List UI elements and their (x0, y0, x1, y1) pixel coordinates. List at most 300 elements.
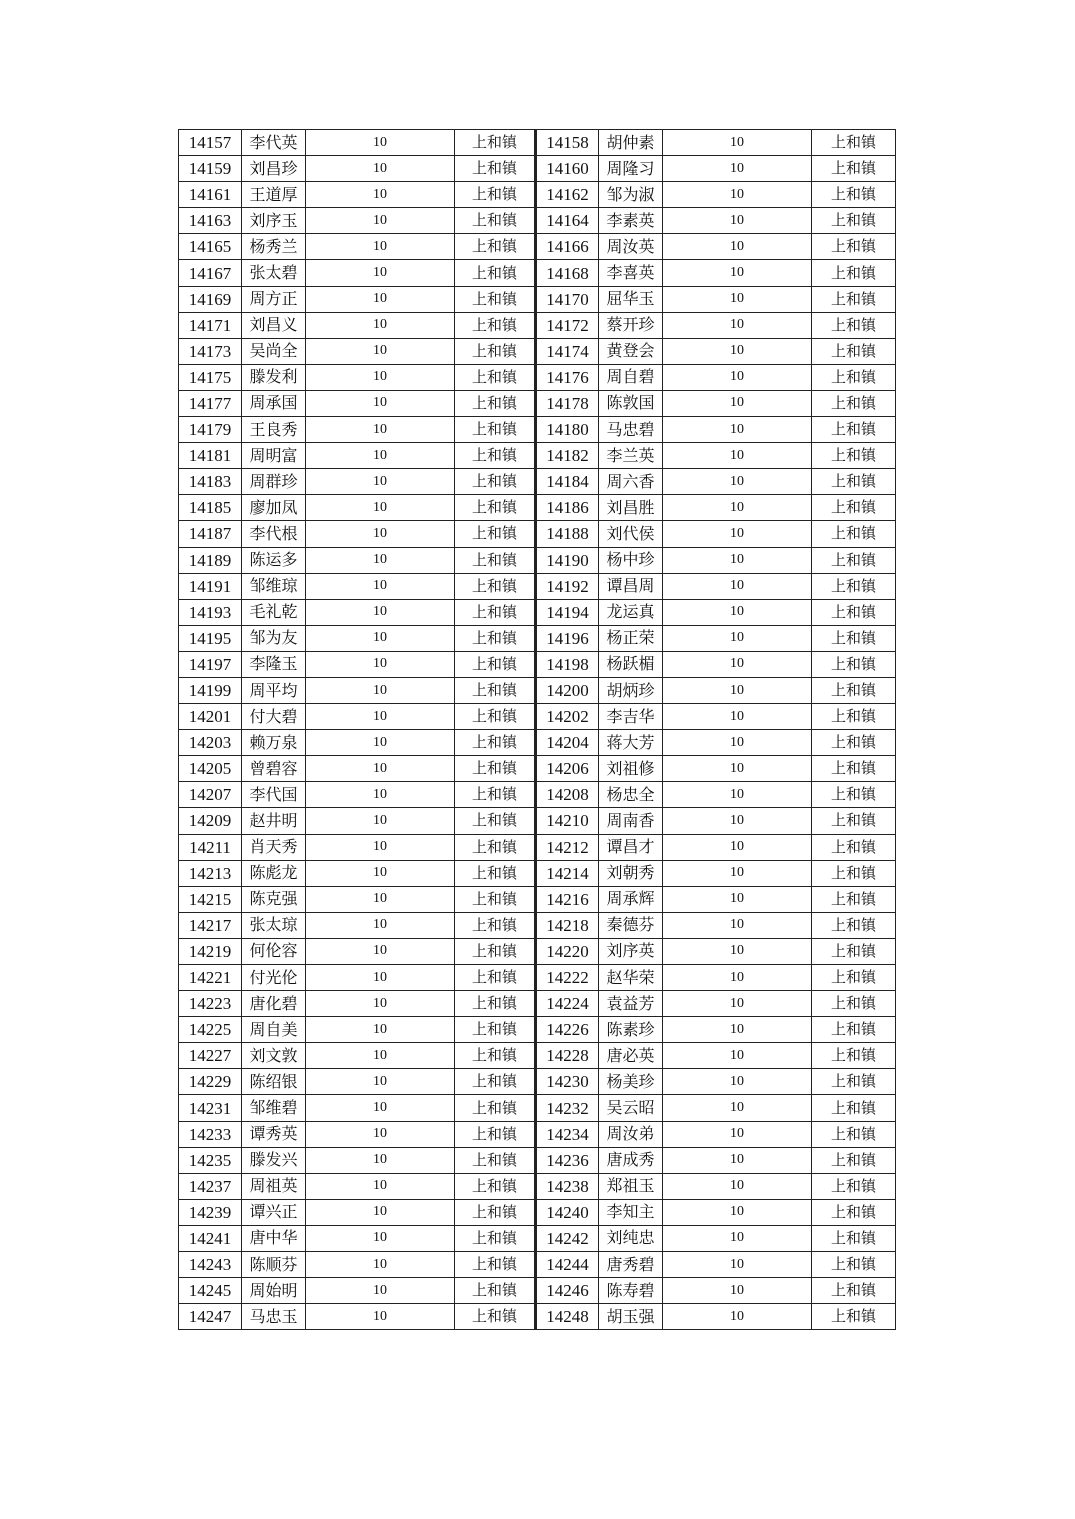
right-person-name-cell: 陈寿碧 (599, 1278, 663, 1304)
left-record-id-cell: 14233 (179, 1121, 242, 1147)
right-amount-cell: 10 (663, 782, 812, 808)
right-record-id-cell: 14180 (536, 417, 599, 443)
right-person-name-cell: 秦德芬 (599, 912, 663, 938)
left-person-name-cell: 刘昌义 (242, 312, 306, 338)
left-town-name-cell: 上和镇 (455, 573, 536, 599)
left-record-id-cell: 14195 (179, 625, 242, 651)
right-amount-cell: 10 (663, 808, 812, 834)
right-town-name-cell: 上和镇 (812, 1278, 896, 1304)
right-town-name-cell: 上和镇 (812, 782, 896, 808)
right-record-id-cell: 14162 (536, 182, 599, 208)
right-person-name-cell: 杨忠全 (599, 782, 663, 808)
right-record-id-cell: 14166 (536, 234, 599, 260)
left-person-name-cell: 何伦容 (242, 938, 306, 964)
left-town-name-cell: 上和镇 (455, 1173, 536, 1199)
left-record-id-cell: 14201 (179, 704, 242, 730)
left-amount-cell: 10 (306, 651, 455, 677)
left-person-name-cell: 赖万泉 (242, 730, 306, 756)
left-record-id-cell: 14221 (179, 965, 242, 991)
left-amount-cell: 10 (306, 860, 455, 886)
right-record-id-cell: 14242 (536, 1225, 599, 1251)
left-person-name-cell: 唐中华 (242, 1225, 306, 1251)
left-town-name-cell: 上和镇 (455, 1069, 536, 1095)
left-record-id-cell: 14159 (179, 156, 242, 182)
left-person-name-cell: 陈运多 (242, 547, 306, 573)
left-amount-cell: 10 (306, 156, 455, 182)
right-amount-cell: 10 (663, 965, 812, 991)
left-town-name-cell: 上和镇 (455, 1017, 536, 1043)
left-record-id-cell: 14235 (179, 1147, 242, 1173)
left-amount-cell: 10 (306, 782, 455, 808)
left-person-name-cell: 滕发兴 (242, 1147, 306, 1173)
right-person-name-cell: 陈敦国 (599, 390, 663, 416)
table-row (179, 1199, 896, 1225)
left-amount-cell: 10 (306, 677, 455, 703)
right-record-id-cell: 14176 (536, 364, 599, 390)
table-row (179, 756, 896, 782)
right-town-name-cell: 上和镇 (812, 1121, 896, 1147)
right-person-name-cell: 周承辉 (599, 886, 663, 912)
left-town-name-cell: 上和镇 (455, 156, 536, 182)
right-town-name-cell: 上和镇 (812, 1095, 896, 1121)
left-person-name-cell: 刘昌珍 (242, 156, 306, 182)
right-person-name-cell: 屈华玉 (599, 286, 663, 312)
left-amount-cell: 10 (306, 208, 455, 234)
right-amount-cell: 10 (663, 886, 812, 912)
right-person-name-cell: 谭昌周 (599, 573, 663, 599)
left-person-name-cell: 邹维碧 (242, 1095, 306, 1121)
right-record-id-cell: 14204 (536, 730, 599, 756)
right-record-id-cell: 14248 (536, 1304, 599, 1330)
left-person-name-cell: 周祖英 (242, 1173, 306, 1199)
left-amount-cell: 10 (306, 886, 455, 912)
right-amount-cell: 10 (663, 234, 812, 260)
right-record-id-cell: 14226 (536, 1017, 599, 1043)
right-town-name-cell: 上和镇 (812, 860, 896, 886)
right-amount-cell: 10 (663, 1252, 812, 1278)
left-amount-cell: 10 (306, 1225, 455, 1251)
right-record-id-cell: 14238 (536, 1173, 599, 1199)
left-town-name-cell: 上和镇 (455, 130, 536, 156)
left-town-name-cell: 上和镇 (455, 1278, 536, 1304)
left-town-name-cell: 上和镇 (455, 469, 536, 495)
roster-table (178, 129, 896, 1330)
table-row (179, 860, 896, 886)
left-amount-cell: 10 (306, 730, 455, 756)
left-record-id-cell: 14241 (179, 1225, 242, 1251)
table-row (179, 808, 896, 834)
left-record-id-cell: 14237 (179, 1173, 242, 1199)
left-record-id-cell: 14197 (179, 651, 242, 677)
right-record-id-cell: 14158 (536, 130, 599, 156)
left-person-name-cell: 马忠玉 (242, 1304, 306, 1330)
right-record-id-cell: 14212 (536, 834, 599, 860)
right-record-id-cell: 14196 (536, 625, 599, 651)
right-person-name-cell: 龙运真 (599, 599, 663, 625)
left-town-name-cell: 上和镇 (455, 965, 536, 991)
right-town-name-cell: 上和镇 (812, 521, 896, 547)
right-amount-cell: 10 (663, 834, 812, 860)
right-amount-cell: 10 (663, 469, 812, 495)
left-town-name-cell: 上和镇 (455, 938, 536, 964)
right-person-name-cell: 李素英 (599, 208, 663, 234)
right-record-id-cell: 14222 (536, 965, 599, 991)
right-town-name-cell: 上和镇 (812, 834, 896, 860)
right-town-name-cell: 上和镇 (812, 338, 896, 364)
table-row (179, 782, 896, 808)
right-person-name-cell: 马忠碧 (599, 417, 663, 443)
right-amount-cell: 10 (663, 521, 812, 547)
right-amount-cell: 10 (663, 547, 812, 573)
right-town-name-cell: 上和镇 (812, 1225, 896, 1251)
right-amount-cell: 10 (663, 938, 812, 964)
table-row (179, 1252, 896, 1278)
left-record-id-cell: 14157 (179, 130, 242, 156)
left-record-id-cell: 14207 (179, 782, 242, 808)
right-amount-cell: 10 (663, 156, 812, 182)
left-person-name-cell: 王道厚 (242, 182, 306, 208)
right-amount-cell: 10 (663, 130, 812, 156)
table-row (179, 651, 896, 677)
right-record-id-cell: 14244 (536, 1252, 599, 1278)
left-person-name-cell: 谭兴正 (242, 1199, 306, 1225)
left-person-name-cell: 李隆玉 (242, 651, 306, 677)
table-row (179, 1225, 896, 1251)
right-record-id-cell: 14208 (536, 782, 599, 808)
left-amount-cell: 10 (306, 547, 455, 573)
right-town-name-cell: 上和镇 (812, 1017, 896, 1043)
left-amount-cell: 10 (306, 1173, 455, 1199)
left-person-name-cell: 毛礼乾 (242, 599, 306, 625)
right-amount-cell: 10 (663, 1069, 812, 1095)
left-person-name-cell: 李代国 (242, 782, 306, 808)
right-town-name-cell: 上和镇 (812, 417, 896, 443)
left-town-name-cell: 上和镇 (455, 599, 536, 625)
table-row (179, 521, 896, 547)
left-town-name-cell: 上和镇 (455, 1225, 536, 1251)
left-record-id-cell: 14223 (179, 991, 242, 1017)
right-person-name-cell: 周自碧 (599, 364, 663, 390)
left-town-name-cell: 上和镇 (455, 547, 536, 573)
right-town-name-cell: 上和镇 (812, 312, 896, 338)
left-town-name-cell: 上和镇 (455, 208, 536, 234)
left-person-name-cell: 王良秀 (242, 417, 306, 443)
table-row (179, 156, 896, 182)
left-person-name-cell: 唐化碧 (242, 991, 306, 1017)
right-amount-cell: 10 (663, 1095, 812, 1121)
table-row (179, 260, 896, 286)
right-person-name-cell: 刘昌胜 (599, 495, 663, 521)
right-person-name-cell: 胡仲素 (599, 130, 663, 156)
table-row (179, 1278, 896, 1304)
right-town-name-cell: 上和镇 (812, 912, 896, 938)
right-person-name-cell: 邹为淑 (599, 182, 663, 208)
right-record-id-cell: 14240 (536, 1199, 599, 1225)
left-person-name-cell: 赵井明 (242, 808, 306, 834)
right-town-name-cell: 上和镇 (812, 573, 896, 599)
left-town-name-cell: 上和镇 (455, 782, 536, 808)
right-record-id-cell: 14190 (536, 547, 599, 573)
right-person-name-cell: 刘纯忠 (599, 1225, 663, 1251)
left-person-name-cell: 周平均 (242, 677, 306, 703)
left-record-id-cell: 14175 (179, 364, 242, 390)
right-town-name-cell: 上和镇 (812, 234, 896, 260)
table-row (179, 704, 896, 730)
left-record-id-cell: 14161 (179, 182, 242, 208)
left-person-name-cell: 李代英 (242, 130, 306, 156)
left-town-name-cell: 上和镇 (455, 1304, 536, 1330)
right-town-name-cell: 上和镇 (812, 1043, 896, 1069)
right-person-name-cell: 刘朝秀 (599, 860, 663, 886)
right-record-id-cell: 14246 (536, 1278, 599, 1304)
right-record-id-cell: 14182 (536, 443, 599, 469)
right-town-name-cell: 上和镇 (812, 547, 896, 573)
right-amount-cell: 10 (663, 338, 812, 364)
right-amount-cell: 10 (663, 912, 812, 938)
right-town-name-cell: 上和镇 (812, 1173, 896, 1199)
right-town-name-cell: 上和镇 (812, 495, 896, 521)
right-amount-cell: 10 (663, 312, 812, 338)
left-amount-cell: 10 (306, 130, 455, 156)
right-person-name-cell: 唐必英 (599, 1043, 663, 1069)
left-amount-cell: 10 (306, 338, 455, 364)
right-person-name-cell: 李喜英 (599, 260, 663, 286)
left-record-id-cell: 14213 (179, 860, 242, 886)
right-record-id-cell: 14194 (536, 599, 599, 625)
table-row (179, 390, 896, 416)
left-town-name-cell: 上和镇 (455, 756, 536, 782)
left-person-name-cell: 陈绍银 (242, 1069, 306, 1095)
right-amount-cell: 10 (663, 1225, 812, 1251)
table-row (179, 1173, 896, 1199)
table-row (179, 547, 896, 573)
left-amount-cell: 10 (306, 1095, 455, 1121)
left-town-name-cell: 上和镇 (455, 364, 536, 390)
right-record-id-cell: 14200 (536, 677, 599, 703)
right-person-name-cell: 蔡开珍 (599, 312, 663, 338)
left-person-name-cell: 周群珍 (242, 469, 306, 495)
left-town-name-cell: 上和镇 (455, 443, 536, 469)
right-town-name-cell: 上和镇 (812, 886, 896, 912)
left-record-id-cell: 14177 (179, 390, 242, 416)
right-amount-cell: 10 (663, 1043, 812, 1069)
right-amount-cell: 10 (663, 599, 812, 625)
right-town-name-cell: 上和镇 (812, 938, 896, 964)
right-town-name-cell: 上和镇 (812, 808, 896, 834)
left-person-name-cell: 周承国 (242, 390, 306, 416)
right-record-id-cell: 14160 (536, 156, 599, 182)
right-amount-cell: 10 (663, 991, 812, 1017)
left-record-id-cell: 14169 (179, 286, 242, 312)
left-town-name-cell: 上和镇 (455, 651, 536, 677)
left-amount-cell: 10 (306, 965, 455, 991)
left-person-name-cell: 陈顺芬 (242, 1252, 306, 1278)
left-person-name-cell: 付大碧 (242, 704, 306, 730)
table-row (179, 991, 896, 1017)
right-amount-cell: 10 (663, 677, 812, 703)
left-amount-cell: 10 (306, 521, 455, 547)
left-town-name-cell: 上和镇 (455, 338, 536, 364)
right-person-name-cell: 李兰英 (599, 443, 663, 469)
right-record-id-cell: 14192 (536, 573, 599, 599)
table-row (179, 286, 896, 312)
table-row (179, 182, 896, 208)
left-record-id-cell: 14227 (179, 1043, 242, 1069)
table-row (179, 912, 896, 938)
right-town-name-cell: 上和镇 (812, 364, 896, 390)
table-row (179, 443, 896, 469)
left-town-name-cell: 上和镇 (455, 390, 536, 416)
right-amount-cell: 10 (663, 651, 812, 677)
table-row (179, 417, 896, 443)
right-record-id-cell: 14206 (536, 756, 599, 782)
right-record-id-cell: 14214 (536, 860, 599, 886)
right-town-name-cell: 上和镇 (812, 1199, 896, 1225)
left-amount-cell: 10 (306, 443, 455, 469)
right-amount-cell: 10 (663, 625, 812, 651)
left-person-name-cell: 刘序玉 (242, 208, 306, 234)
left-record-id-cell: 14199 (179, 677, 242, 703)
table-row (179, 625, 896, 651)
right-record-id-cell: 14188 (536, 521, 599, 547)
right-record-id-cell: 14186 (536, 495, 599, 521)
left-record-id-cell: 14183 (179, 469, 242, 495)
right-town-name-cell: 上和镇 (812, 991, 896, 1017)
left-record-id-cell: 14219 (179, 938, 242, 964)
left-town-name-cell: 上和镇 (455, 260, 536, 286)
right-amount-cell: 10 (663, 1173, 812, 1199)
left-record-id-cell: 14215 (179, 886, 242, 912)
right-record-id-cell: 14202 (536, 704, 599, 730)
left-record-id-cell: 14187 (179, 521, 242, 547)
left-person-name-cell: 邹维琼 (242, 573, 306, 599)
right-person-name-cell: 周隆习 (599, 156, 663, 182)
left-record-id-cell: 14231 (179, 1095, 242, 1121)
left-amount-cell: 10 (306, 312, 455, 338)
roster-table-body (179, 130, 896, 1330)
left-town-name-cell: 上和镇 (455, 625, 536, 651)
left-person-name-cell: 邹为友 (242, 625, 306, 651)
right-amount-cell: 10 (663, 704, 812, 730)
left-person-name-cell: 周明富 (242, 443, 306, 469)
table-row (179, 1304, 896, 1330)
left-town-name-cell: 上和镇 (455, 704, 536, 730)
left-town-name-cell: 上和镇 (455, 312, 536, 338)
right-record-id-cell: 14178 (536, 390, 599, 416)
right-town-name-cell: 上和镇 (812, 286, 896, 312)
left-amount-cell: 10 (306, 573, 455, 599)
table-row (179, 1069, 896, 1095)
left-record-id-cell: 14173 (179, 338, 242, 364)
right-amount-cell: 10 (663, 286, 812, 312)
right-record-id-cell: 14170 (536, 286, 599, 312)
right-person-name-cell: 刘序英 (599, 938, 663, 964)
left-town-name-cell: 上和镇 (455, 182, 536, 208)
table-row (179, 886, 896, 912)
right-amount-cell: 10 (663, 756, 812, 782)
right-person-name-cell: 杨正荣 (599, 625, 663, 651)
right-person-name-cell: 杨美珍 (599, 1069, 663, 1095)
left-amount-cell: 10 (306, 417, 455, 443)
left-amount-cell: 10 (306, 938, 455, 964)
right-town-name-cell: 上和镇 (812, 625, 896, 651)
right-record-id-cell: 14228 (536, 1043, 599, 1069)
right-town-name-cell: 上和镇 (812, 156, 896, 182)
left-town-name-cell: 上和镇 (455, 886, 536, 912)
right-town-name-cell: 上和镇 (812, 965, 896, 991)
table-row (179, 938, 896, 964)
right-person-name-cell: 胡炳珍 (599, 677, 663, 703)
right-town-name-cell: 上和镇 (812, 130, 896, 156)
left-record-id-cell: 14165 (179, 234, 242, 260)
right-record-id-cell: 14168 (536, 260, 599, 286)
right-amount-cell: 10 (663, 182, 812, 208)
right-record-id-cell: 14220 (536, 938, 599, 964)
left-town-name-cell: 上和镇 (455, 1095, 536, 1121)
right-record-id-cell: 14230 (536, 1069, 599, 1095)
left-town-name-cell: 上和镇 (455, 860, 536, 886)
left-town-name-cell: 上和镇 (455, 286, 536, 312)
right-person-name-cell: 李知主 (599, 1199, 663, 1225)
table-row (179, 364, 896, 390)
right-record-id-cell: 14198 (536, 651, 599, 677)
right-town-name-cell: 上和镇 (812, 651, 896, 677)
right-amount-cell: 10 (663, 495, 812, 521)
right-record-id-cell: 14172 (536, 312, 599, 338)
right-amount-cell: 10 (663, 730, 812, 756)
table-row (179, 1147, 896, 1173)
right-person-name-cell: 杨中珍 (599, 547, 663, 573)
left-record-id-cell: 14185 (179, 495, 242, 521)
right-amount-cell: 10 (663, 1278, 812, 1304)
right-amount-cell: 10 (663, 1147, 812, 1173)
right-record-id-cell: 14210 (536, 808, 599, 834)
right-town-name-cell: 上和镇 (812, 704, 896, 730)
right-town-name-cell: 上和镇 (812, 443, 896, 469)
left-town-name-cell: 上和镇 (455, 1199, 536, 1225)
left-person-name-cell: 张太碧 (242, 260, 306, 286)
left-amount-cell: 10 (306, 390, 455, 416)
right-town-name-cell: 上和镇 (812, 208, 896, 234)
right-amount-cell: 10 (663, 208, 812, 234)
left-amount-cell: 10 (306, 834, 455, 860)
left-record-id-cell: 14211 (179, 834, 242, 860)
table-row (179, 573, 896, 599)
left-town-name-cell: 上和镇 (455, 495, 536, 521)
table-row (179, 1017, 896, 1043)
left-amount-cell: 10 (306, 1121, 455, 1147)
left-person-name-cell: 陈克强 (242, 886, 306, 912)
right-person-name-cell: 吴云昭 (599, 1095, 663, 1121)
right-amount-cell: 10 (663, 443, 812, 469)
right-record-id-cell: 14216 (536, 886, 599, 912)
right-person-name-cell: 李吉华 (599, 704, 663, 730)
left-town-name-cell: 上和镇 (455, 991, 536, 1017)
right-town-name-cell: 上和镇 (812, 756, 896, 782)
left-town-name-cell: 上和镇 (455, 234, 536, 260)
left-amount-cell: 10 (306, 756, 455, 782)
right-record-id-cell: 14234 (536, 1121, 599, 1147)
right-town-name-cell: 上和镇 (812, 1252, 896, 1278)
left-person-name-cell: 周方正 (242, 286, 306, 312)
right-amount-cell: 10 (663, 860, 812, 886)
left-amount-cell: 10 (306, 1252, 455, 1278)
table-row (179, 965, 896, 991)
table-row (179, 1043, 896, 1069)
left-record-id-cell: 14225 (179, 1017, 242, 1043)
left-town-name-cell: 上和镇 (455, 834, 536, 860)
table-row (179, 599, 896, 625)
